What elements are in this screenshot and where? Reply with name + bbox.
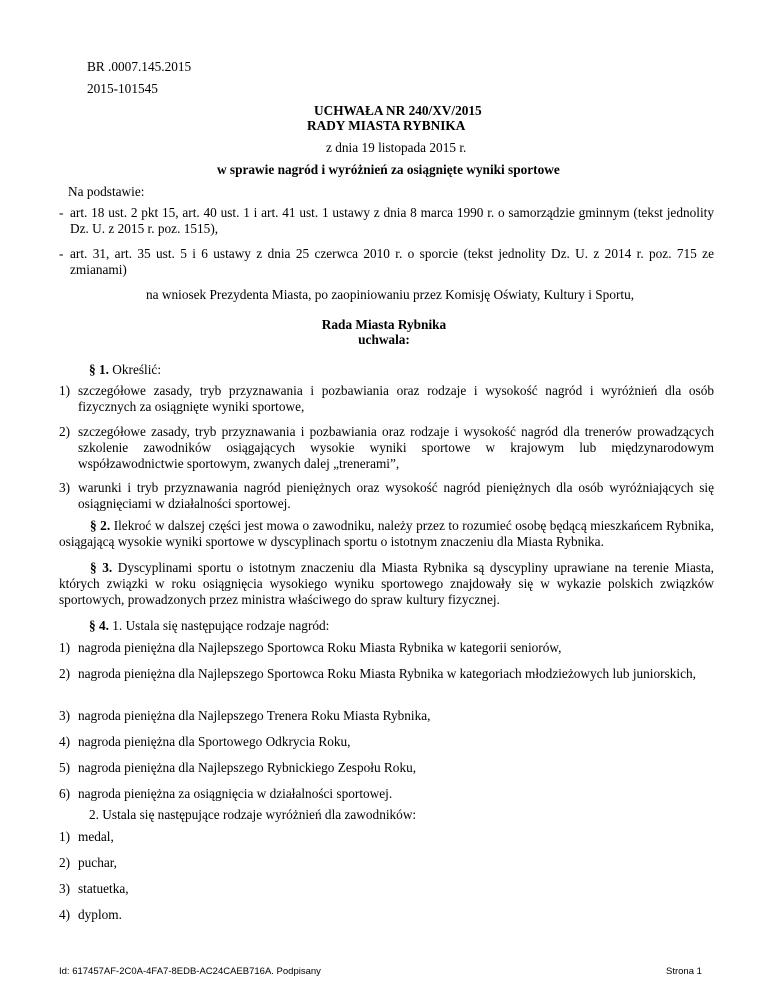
award-item — [59, 708, 714, 724]
council-resolves: uchwala: — [358, 332, 410, 347]
section-1-text: Określić: — [112, 362, 162, 377]
distinction-item — [59, 855, 714, 871]
resolution-title: UCHWAŁA NR 240/XV/2015 — [314, 103, 482, 118]
section-2 — [59, 518, 714, 550]
section-4-paragraph-2: 2. Ustala się następujące rodzaje wyróżnień dla zawodników: — [89, 807, 417, 822]
item-number: 4) — [59, 734, 71, 749]
item-number: 3) — [59, 480, 71, 495]
item-text: nagroda pieniężna dla Sportowego Odkrycia Roku, — [78, 734, 351, 749]
basis-item-marker: - — [59, 246, 64, 261]
item-number: 2) — [59, 666, 71, 681]
basis-intro: Na podstawie: — [68, 184, 145, 199]
basis-item-marker: - — [59, 205, 64, 220]
item-text: dyplom. — [78, 907, 122, 922]
resolution-subject: w sprawie nagród i wyróżnień za osiągnięte wyniki sportowe — [217, 162, 560, 177]
item-text: statuetka, — [78, 881, 129, 896]
item-number: 2) — [59, 855, 71, 870]
basis-item — [59, 205, 714, 237]
item-number: 1) — [59, 383, 71, 398]
award-item — [59, 760, 714, 776]
item-number: 3) — [59, 708, 71, 723]
item-text: nagroda pieniężna dla Najlepszego Rybnickiego Zespołu Roku, — [78, 760, 417, 775]
section-1-item — [59, 480, 714, 512]
item-text: nagroda pieniężna za osiągnięcia w działalności sportowej. — [78, 786, 393, 801]
item-number: 4) — [59, 907, 71, 922]
section-1-item — [59, 383, 714, 415]
section-3-text: Dyscyplinami sportu o istotnym znaczeniu dla Miasta Rybnika są dyscypliny uprawiane na terenie Miasta, których związki w roku osiągnięcia wysokiego wyniku sportowego znajdowały się w wykazie polskich związków sportowych, prowadzonych przez ministra właściwego do spraw kultury fizycznej. — [59, 560, 714, 607]
award-item — [59, 786, 714, 802]
award-item — [59, 734, 714, 750]
basis-item-text: art. 31, art. 35 ust. 5 i 6 ustawy z dnia 25 czerwca 2010 r. o sporcie (tekst jednolity Dz. U. z 2014 r. poz. 715 ze zmianami) — [70, 246, 714, 277]
award-item — [59, 666, 714, 682]
distinction-item — [59, 881, 714, 897]
item-text: nagroda pieniężna dla Najlepszego Trenera Roku Miasta Rybnika, — [78, 708, 431, 723]
item-text: puchar, — [78, 855, 117, 870]
council-title: RADY MIASTA RYBNIKA — [307, 118, 466, 133]
section-1-heading — [89, 362, 161, 378]
distinction-item — [59, 907, 714, 923]
item-text: szczegółowe zasady, tryb przyznawania i pozbawiania oraz rodzaje i wysokość nagród i wyróżnień dla osób fizycznych za osiągnięte wyniki sportowe, — [78, 383, 714, 414]
section-3 — [59, 560, 714, 608]
footer-page-number: Strona 1 — [666, 966, 702, 977]
section-1-label: § 1. — [89, 362, 109, 377]
section-2-text: Ilekroć w dalszej części jest mowa o zawodniku, należy przez to rozumieć osobę będącą mieszkańcem Rybnika, osiągającą wysokie wyniki sportowe w dyscyplinach sportu o istotnym znaczeniu dla Miasta Rybnika. — [59, 518, 714, 549]
reference-number: BR .0007.145.2015 — [87, 59, 192, 74]
item-text: szczegółowe zasady, tryb przyznawania i pozbawiania oraz rodzaje i wysokość nagród dla trenerów prowadzących szkolenie zawodników osiągających wysokie wyniki sportowe w krajowym lub międzynarodowym współzawodnictwie sportowym, zwanych dalej „trenerami”, — [78, 424, 714, 471]
item-number: 2) — [59, 424, 71, 439]
item-number: 1) — [59, 829, 71, 844]
item-text: nagroda pieniężna dla Najlepszego Sportowca Roku Miasta Rybnika w kategorii seniorów, — [78, 640, 562, 655]
basis-item — [59, 246, 714, 278]
council-name: Rada Miasta Rybnika — [321, 317, 447, 332]
basis-item-text: art. 18 ust. 2 pkt 15, art. 40 ust. 1 i art. 41 ust. 1 ustawy z dnia 8 marca 1990 r. o samorządzie gminnym (tekst jednolity Dz. U. z 2015 r. poz. 1515), — [70, 205, 714, 236]
item-number: 5) — [59, 760, 71, 775]
distinction-item — [59, 829, 714, 845]
section-4-heading — [89, 618, 329, 634]
award-item — [59, 640, 714, 656]
section-4-label: § 4. — [89, 618, 109, 633]
item-number: 6) — [59, 786, 71, 801]
footer-document-id: Id: 617457AF-2C0A-4FA7-8EDB-AC24CAEB716A. Podpisany — [59, 966, 321, 977]
item-number: 1) — [59, 640, 71, 655]
motion-text: na wniosek Prezydenta Miasta, po zaopiniowaniu przez Komisję Oświaty, Kultury i Sportu, — [146, 287, 635, 302]
item-text: warunki i tryb przyznawania nagród pieniężnych oraz wysokość nagród pieniężnych dla osób wyróżniających się osiągnięciami w działalności sportowej. — [78, 480, 714, 511]
resolution-date: z dnia 19 listopada 2015 r. — [326, 140, 467, 155]
section-4-text: 1. Ustala się następujące rodzaje nagród: — [112, 618, 330, 633]
item-number: 3) — [59, 881, 71, 896]
item-text: medal, — [78, 829, 114, 844]
section-2-label: § 2. — [90, 518, 111, 533]
item-text: nagroda pieniężna dla Najlepszego Sportowca Roku Miasta Rybnika w kategoriach młodzieżowych lub juniorskich, — [78, 666, 696, 681]
section-3-label: § 3. — [90, 560, 113, 575]
document-number: 2015-101545 — [87, 81, 158, 96]
section-1-item — [59, 424, 714, 472]
